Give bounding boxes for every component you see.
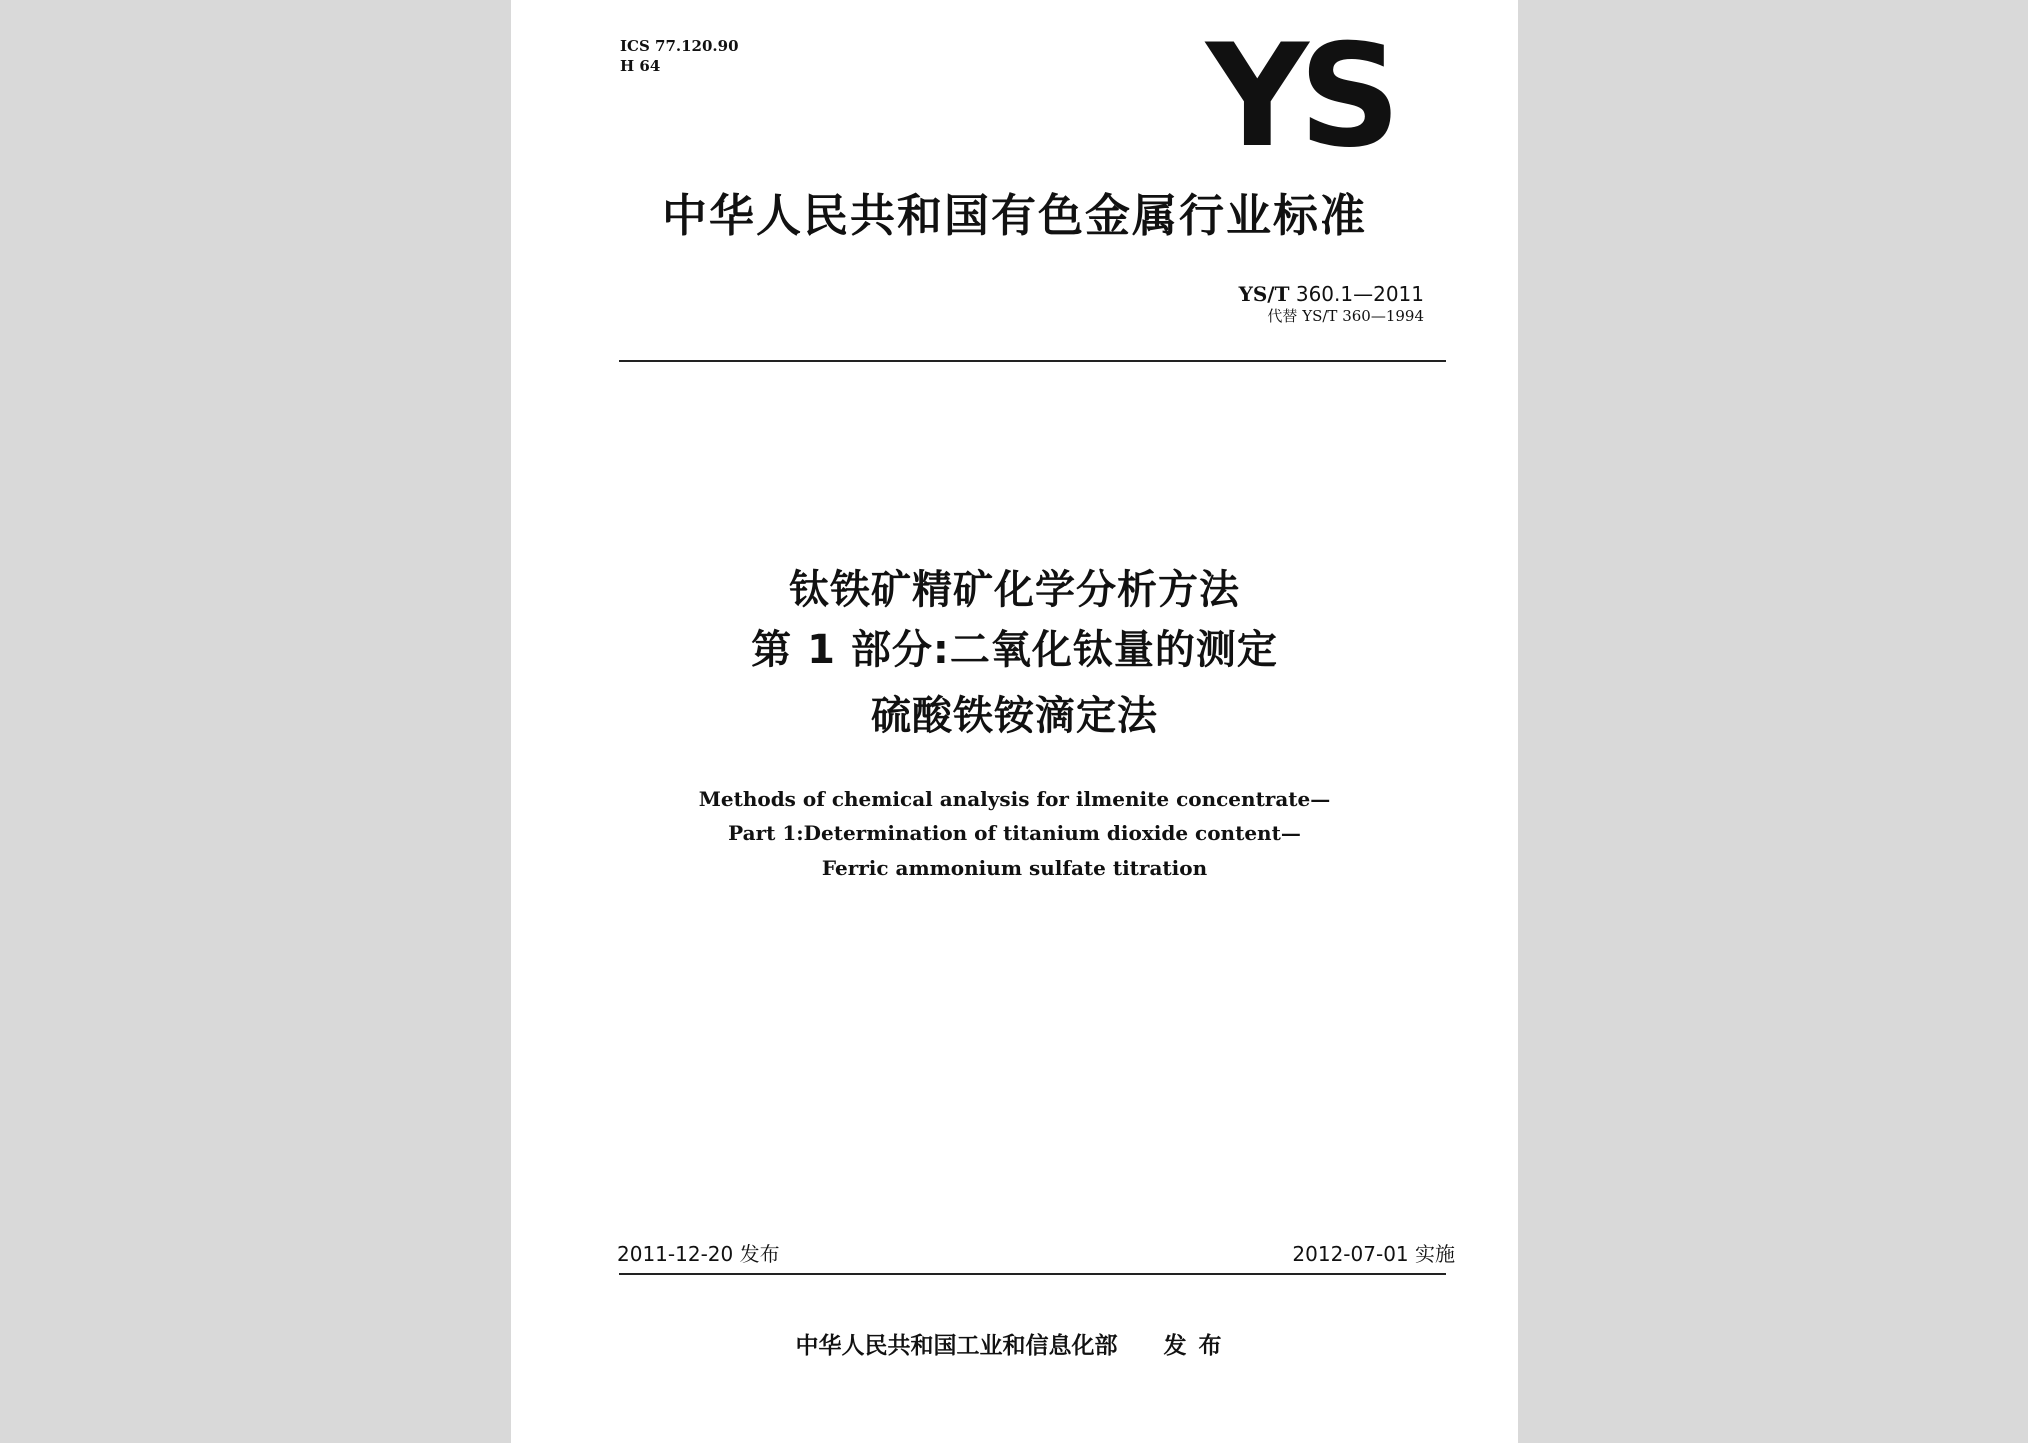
- footer-divider: [619, 1273, 1446, 1275]
- ys-logo: YS: [1205, 14, 1391, 179]
- title-cn-line3: 硫酸铁铵滴定法: [871, 693, 1158, 739]
- replaces-standard: 代替 YS/T 360—1994: [1267, 307, 1424, 325]
- standard-number: [511, 282, 1424, 306]
- standard-prefix: YS/T: [1238, 282, 1290, 306]
- publisher-name: 中华人民共和国工业和信息化部: [795, 1333, 1118, 1359]
- title-cn-line2: 第 1 部分:二氧化钛量的测定: [751, 627, 1278, 673]
- title-cn-line1: 钛铁矿精矿化学分析方法: [789, 567, 1240, 613]
- document-page: [511, 0, 1518, 1443]
- issue-date: 2011-12-20 发布: [617, 1242, 780, 1266]
- ccs-code: H 64: [620, 57, 661, 75]
- title-en-line2: Part 1:Determination of titanium dioxide content—: [728, 821, 1301, 845]
- publisher: [511, 1329, 1518, 1363]
- standard-number-value: 360.1—2011: [1295, 282, 1424, 306]
- industry-standard-title: 中华人民共和国有色金属行业标准: [661, 189, 1367, 242]
- publisher-action: 发布: [1163, 1333, 1234, 1359]
- implementation-date: 2012-07-01 实施: [1292, 1242, 1455, 1266]
- ics-code: ICS 77.120.90: [620, 37, 739, 55]
- title-en-line1: Methods of chemical analysis for ilmenite concentrate—: [698, 787, 1331, 811]
- title-en-line3: Ferric ammonium sulfate titration: [821, 856, 1208, 880]
- header-divider: [619, 360, 1446, 362]
